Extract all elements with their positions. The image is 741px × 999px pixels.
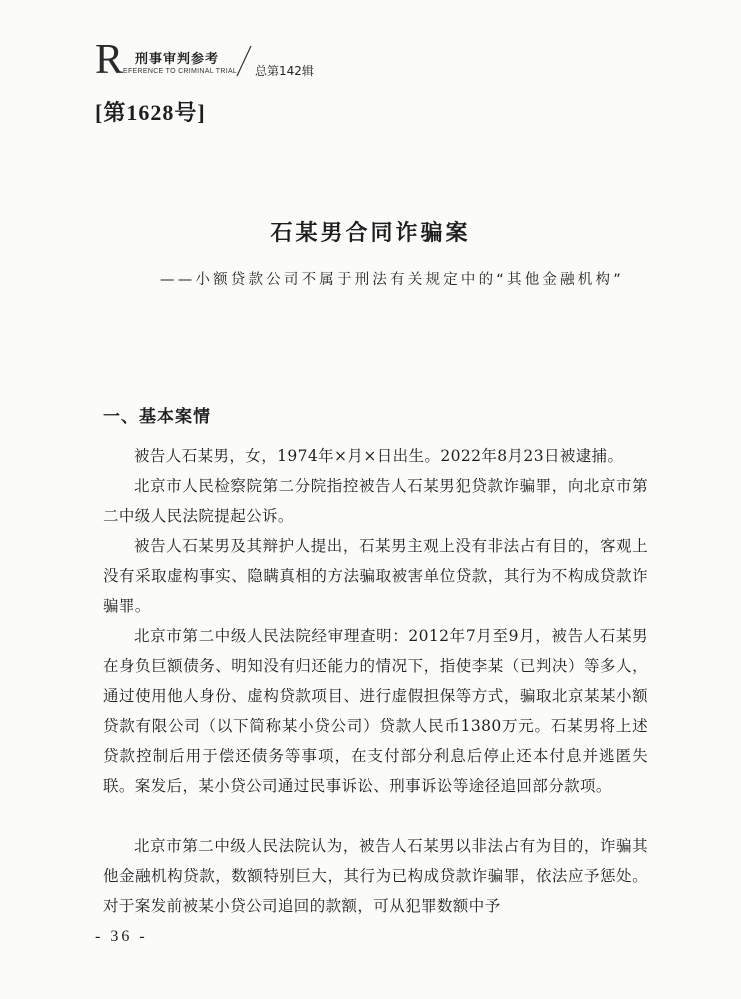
case-title: 石某男合同诈骗案 (270, 220, 471, 246)
journal-logo: R (95, 37, 124, 83)
journal-name: 刑事审判参考 (135, 52, 220, 67)
paragraph-1: 被告人石某男，女，1974年×月×日出生。2022年8月23日被逮捕。 (134, 447, 624, 465)
section-heading: 一、基本案情 (103, 407, 211, 427)
page-number: - 36 - (95, 928, 148, 945)
case-number: [第1628号] (95, 100, 206, 125)
slash-divider-icon (233, 44, 255, 78)
paragraph-4: 北京市第二中级人民法院经审理查明：2012年7月至9月，被告人石某男在身负巨额债务、明知没有归还能力的情况下，指使李某（已判决）等多人，通过使用他人身份、虚构贷款项目、进行虚假担保等方式，骗取北京某某小额贷款有限公司（以下简称某小贷公司）贷款人民币1380万元。石某男将上述贷款控制后用于偿还债务等事项，在支付部分利息后停止还本付息并逃匿失联。案发后，某小贷公司通过民事诉讼、刑事诉讼等途径追回部分款项。 (103, 627, 648, 795)
paragraph-2: 北京市人民检察院第二分院指控被告人石某男犯贷款诈骗罪，向北京市第二中级人民法院提起公诉。 (103, 477, 648, 525)
case-subtitle: ——小额贷款公司不属于刑法有关规定中的“其他金融机构” (160, 272, 624, 288)
paragraph-5: 北京市第二中级人民法院认为，被告人石某男以非法占有为目的，诈骗其他金融机构贷款，数额特别巨大，其行为已构成贷款诈骗罪，依法应予惩处。对于案发前被某小贷公司追回的款额，可从犯罪数额中予 (103, 837, 648, 915)
journal-name-english: EFERENCE TO CRIMINAL TRIAL (123, 68, 238, 75)
paragraph-3: 被告人石某男及其辩护人提出，石某男主观上没有非法占有目的，客观上没有采取虚构事实、隐瞒真相的方法骗取被害单位贷款，其行为不构成贷款诈骗罪。 (103, 537, 648, 615)
running-header (95, 37, 495, 83)
issue-number: 总第142辑 (255, 64, 314, 78)
